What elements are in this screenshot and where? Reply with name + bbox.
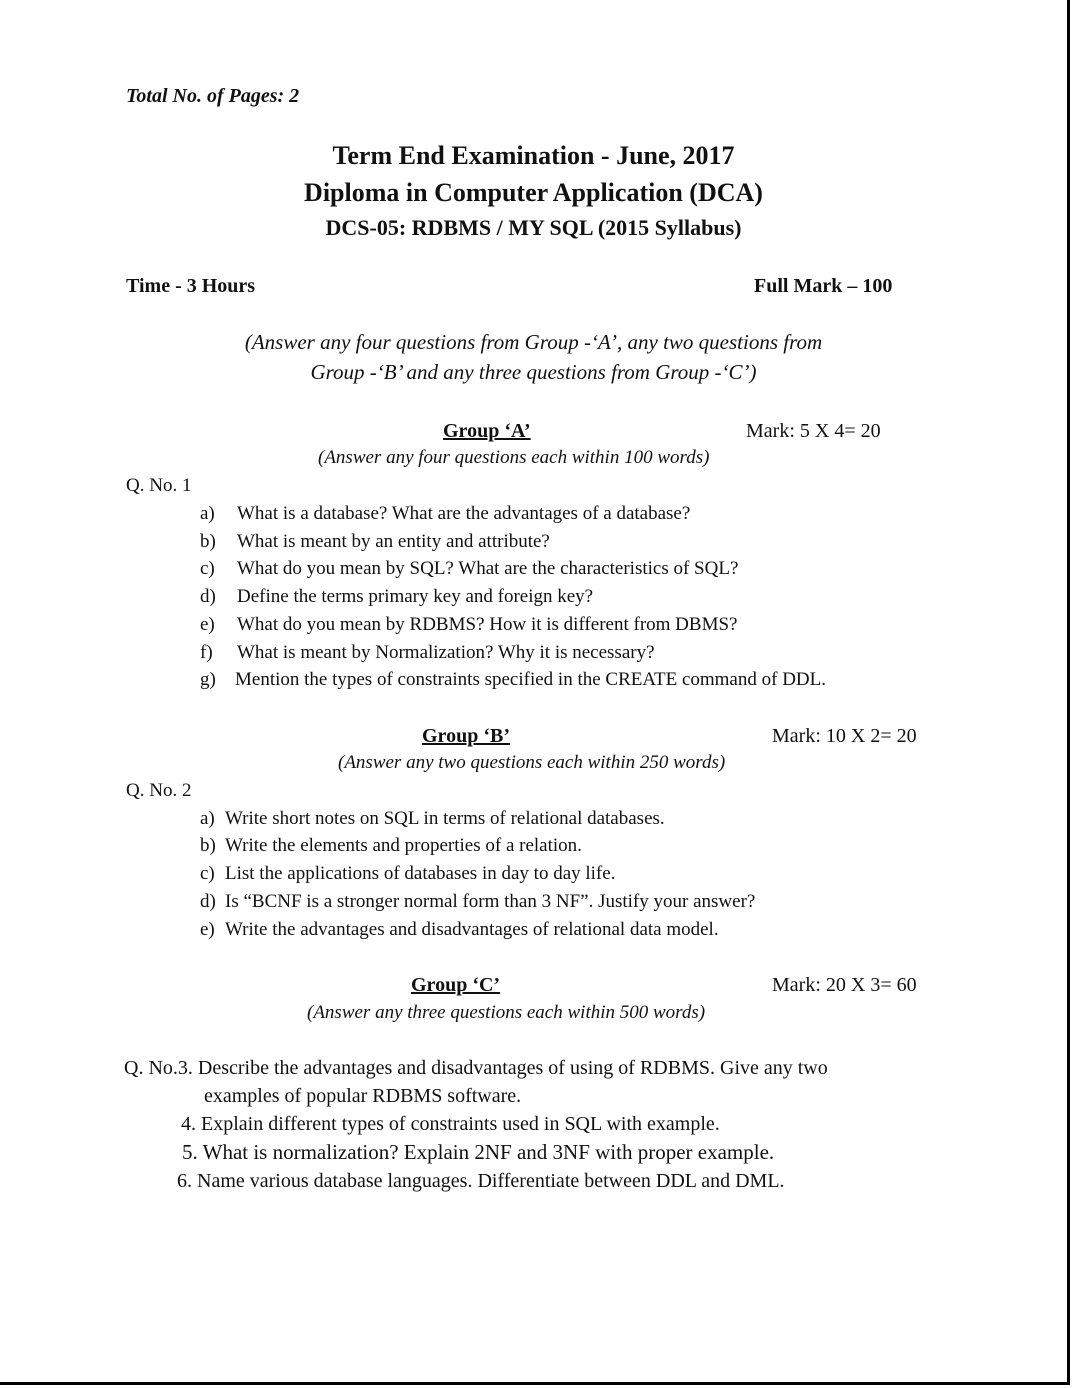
item-label: b) <box>200 835 216 856</box>
q1-item-e <box>200 614 737 636</box>
q1-item-d <box>200 586 593 608</box>
q3-line-1: Q. No.3. Describe the advantages and disadvantages of using of RDBMS. Give any two <box>124 1057 828 1079</box>
group-c-note: (Answer any three questions each within 500 words) <box>307 1002 706 1023</box>
q6-text: 6. Name various database languages. Differentiate between DDL and DML. <box>177 1170 785 1192</box>
instructions-line-1: (Answer any four questions from Group -‘A’, any two questions from <box>244 330 823 354</box>
exam-title: Term End Examination - June, 2017 <box>332 141 735 170</box>
item-label: f) <box>200 642 213 663</box>
q5-text: 5. What is normalization? Explain 2NF and 3NF with proper example. <box>182 1140 775 1164</box>
item-label: a) <box>200 808 215 829</box>
item-text: Write the elements and properties of a relation. <box>225 835 582 856</box>
item-label: c) <box>200 863 215 884</box>
q4-text: 4. Explain different types of constraints used in SQL with example. <box>181 1113 720 1135</box>
course-title: Diploma in Computer Application (DCA) <box>304 178 763 207</box>
full-mark-label: Full Mark – 100 <box>754 275 893 297</box>
q2-item-a <box>200 808 665 830</box>
instructions-line-2: Group -‘B’ and any three questions from Group -‘C’) <box>310 360 757 384</box>
group-b-mark: Mark: 10 X 2= 20 <box>772 725 917 747</box>
q2-item-d <box>200 891 755 913</box>
group-c-mark: Mark: 20 X 3= 60 <box>772 974 917 996</box>
q1-label: Q. No. 1 <box>126 475 192 496</box>
group-b-heading: Group ‘B’ <box>422 725 510 747</box>
item-text: Define the terms primary key and foreign key? <box>237 586 594 607</box>
item-text: Is “BCNF is a stronger normal form than 3 NF”. Justify your answer? <box>225 891 756 912</box>
item-text: What do you mean by SQL? What are the characteristics of SQL? <box>237 558 739 579</box>
q1-item-g <box>200 669 826 691</box>
item-text: What is meant by an entity and attribute? <box>237 531 550 552</box>
item-text: Write the advantages and disadvantages of relational data model. <box>225 919 719 940</box>
item-label: c) <box>200 558 215 579</box>
item-text: Write short notes on SQL in terms of relational databases. <box>225 808 665 829</box>
item-label: b) <box>200 531 216 552</box>
q1-item-b <box>200 531 550 553</box>
q3-line-2: examples of popular RDBMS software. <box>204 1085 522 1107</box>
q1-item-a <box>200 503 690 525</box>
item-text: Mention the types of constraints specified in the CREATE command of DDL. <box>235 669 826 690</box>
group-b-note: (Answer any two questions each within 250 words) <box>338 752 726 773</box>
item-label: g) <box>200 669 216 690</box>
group-a-note: (Answer any four questions each within 100 words) <box>318 447 710 468</box>
item-text: What is a database? What are the advantages of a database? <box>237 503 691 524</box>
q1-item-f <box>200 642 655 664</box>
item-label: a) <box>200 503 215 524</box>
q2-item-e <box>200 919 719 941</box>
item-label: d) <box>200 586 216 607</box>
q1-item-c <box>200 558 738 580</box>
item-text: What do you mean by RDBMS? How it is different from DBMS? <box>237 614 738 635</box>
item-text: List the applications of databases in day to day life. <box>225 863 616 884</box>
time-label: Time - 3 Hours <box>126 275 256 297</box>
item-label: d) <box>200 891 216 912</box>
q2-label: Q. No. 2 <box>126 780 192 801</box>
group-c-heading: Group ‘C’ <box>411 974 501 996</box>
q2-item-c <box>200 863 615 885</box>
item-text: What is meant by Normalization? Why it is necessary? <box>237 642 655 663</box>
item-label: e) <box>200 919 215 940</box>
paper-code: DCS-05: RDBMS / MY SQL (2015 Syllabus) <box>325 215 742 240</box>
item-label: e) <box>200 614 215 635</box>
total-pages-label: Total No. of Pages: 2 <box>126 85 300 107</box>
group-a-heading: Group ‘A’ <box>443 420 531 442</box>
q2-item-b <box>200 835 582 857</box>
group-a-mark: Mark: 5 X 4= 20 <box>746 420 881 442</box>
